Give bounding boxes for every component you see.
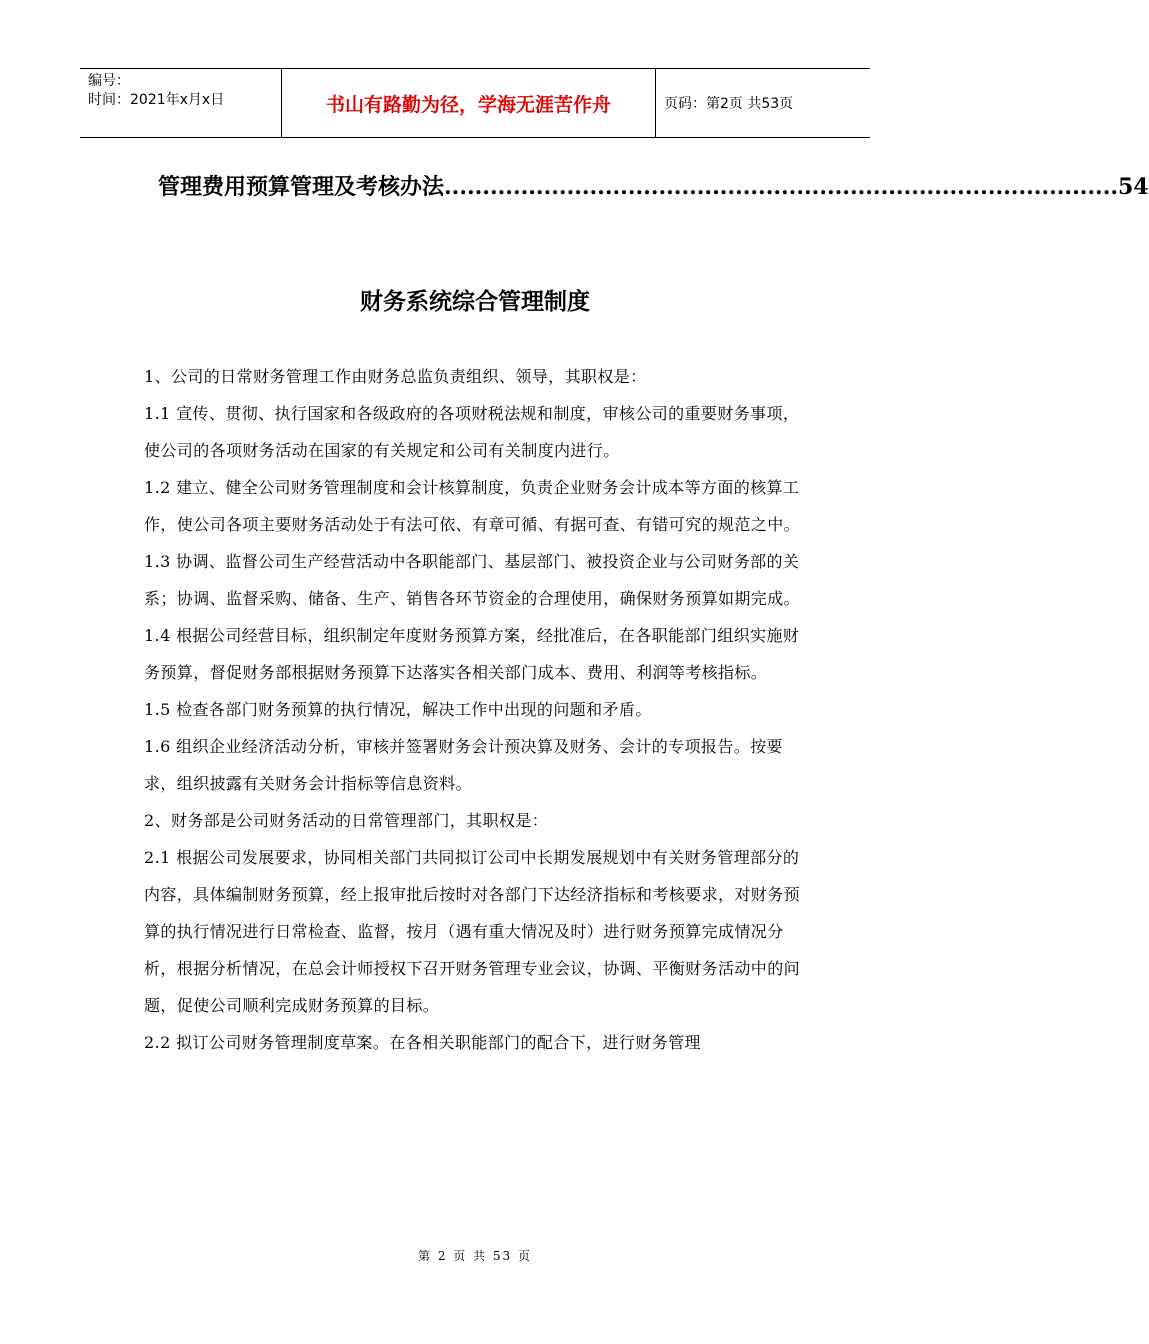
- document-time-label: 时间：2021年x月x日: [88, 92, 225, 108]
- paragraph: 1.2 建立、健全公司财务管理制度和会计核算制度，负责企业财务会计成本等方面的核算工作，使公司各项主要财务活动处于有法可依、有章可循、有据可查、有错可究的规范之中。: [144, 478, 801, 534]
- paragraph: 2.1 根据公司发展要求，协同相关部门共同拟订公司中长期发展规划中有关财务管理部分的内容，具体编制财务预算，经上报审批后按时对各部门下达经济指标和考核要求，对财务预算的执行情况进行日常检查、监督，按月（遇有重大情况及时）进行财务预算完成情况分析，根据分析情况，在总会计师授权下召开财务管理专业会议，协调、平衡财务活动中的问题，促使公司顺利完成财务预算的目标。: [144, 848, 801, 1015]
- header-motto: 书山有路勤为径，学海无涯苦作舟: [282, 69, 656, 137]
- paragraph: 1、公司的日常财务管理工作由财务总监负责组织、领导，其职权是：: [144, 367, 647, 386]
- paragraph: 2.2 拟订公司财务管理制度草案。在各相关职能部门的配合下，进行财务管理: [144, 1033, 701, 1052]
- document-number-label: 编号：: [88, 73, 130, 89]
- paragraph: 2、财务部是公司财务活动的日常管理部门，其职权是：: [144, 811, 549, 830]
- document-title: 财务系统综合管理制度: [360, 288, 590, 315]
- paragraph: 1.5 检查各部门财务预算的执行情况，解决工作中出现的问题和矛盾。: [144, 700, 652, 719]
- header-meta: [80, 69, 282, 137]
- page-header: [80, 68, 870, 138]
- paragraph: 1.4 根据公司经营目标，组织制定年度财务预算方案，经批准后，在各职能部门组织实施财务预算，督促财务部根据财务预算下达落实各相关部门成本、费用、利润等考核指标。: [144, 626, 800, 682]
- toc-leader-dots: ........................................................................................: [444, 174, 1119, 200]
- paragraph: 1.3 协调、监督公司生产经营活动中各职能部门、基层部门、被投资企业与公司财务部的关系；协调、监督采购、储备、生产、销售各环节资金的合理使用，确保财务预算如期完成。: [144, 552, 801, 608]
- document-body: [144, 358, 808, 1061]
- toc-entry[interactable]: [158, 170, 1149, 201]
- paragraph: 1.6 组织企业经济活动分析，审核并签署财务会计预决算及财务、会计的专项报告。按要求，组织披露有关财务会计指标等信息资料。: [144, 737, 783, 793]
- page-footer: 第 2 页 共 53 页: [418, 1249, 532, 1263]
- toc-entry-title: 管理费用预算管理及考核办法: [158, 174, 445, 200]
- header-page-info: 页码：第2页 共53页: [664, 96, 794, 112]
- paragraph: 1.1 宣传、贯彻、执行国家和各级政府的各项财税法规和制度，审核公司的重要财务事项，使公司的各项财务活动在国家的有关规定和公司有关制度内进行。: [144, 404, 800, 460]
- toc-entry-page: 54: [1118, 174, 1149, 200]
